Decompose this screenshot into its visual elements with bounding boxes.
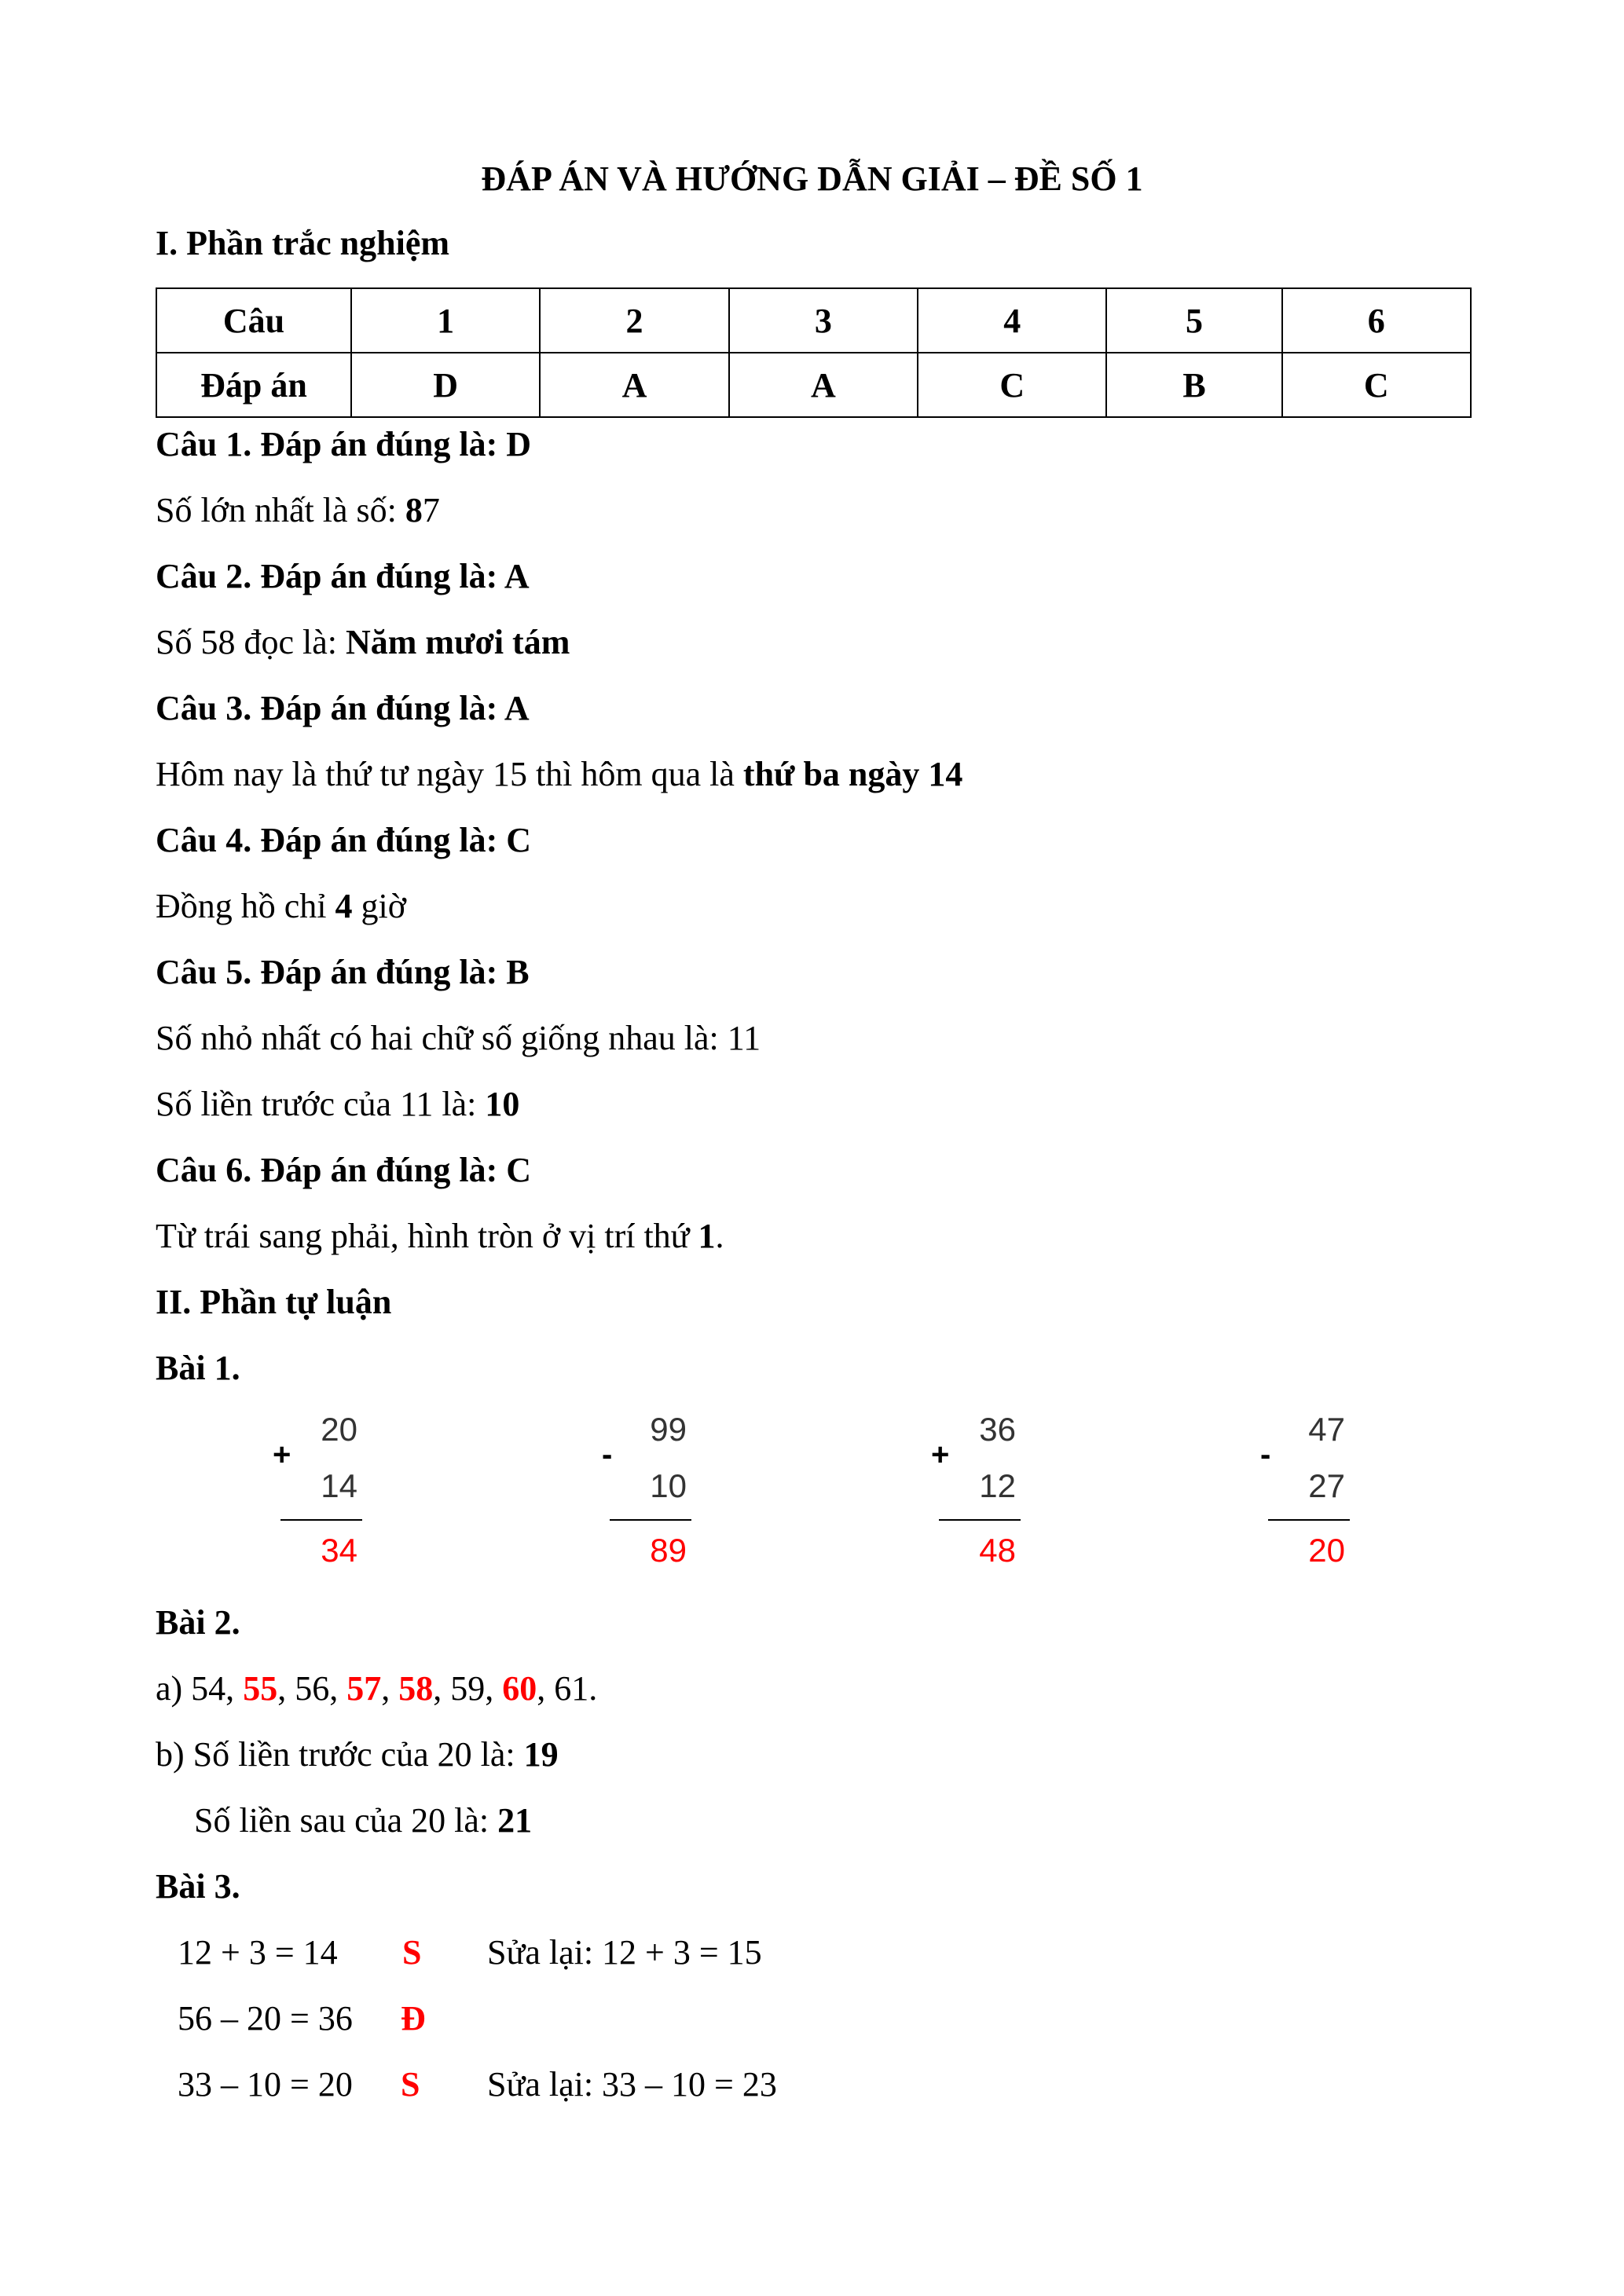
bai2-heading: Bài 2. <box>156 1603 240 1642</box>
table-cell: 3 <box>729 288 918 353</box>
text: giờ <box>352 887 407 925</box>
q2-explanation <box>156 619 570 666</box>
text: , 59, <box>433 1669 503 1708</box>
table-cell: 5 <box>1106 288 1281 353</box>
correction: Sửa lại: 12 + 3 = 15 <box>487 1933 762 1972</box>
table-cell: A <box>729 353 918 417</box>
result: 34 <box>321 1532 357 1569</box>
minus-sign: - <box>1260 1437 1271 1472</box>
bold-text: thứ ba ngày 14 <box>742 755 963 793</box>
column-subtraction <box>602 1411 695 1584</box>
q1-explanation <box>156 487 440 534</box>
operand-2: 12 <box>979 1467 1016 1504</box>
bai2-b-successor <box>194 1797 532 1844</box>
plus-sign: + <box>931 1437 950 1472</box>
column-addition <box>931 1411 1024 1584</box>
table-cell: 6 <box>1282 288 1471 353</box>
answer-table <box>156 287 1472 418</box>
bai1-heading: Bài 1. <box>156 1349 240 1387</box>
q4-explanation <box>156 883 406 930</box>
text: Số liền sau của 20 là: <box>194 1801 498 1840</box>
table-cell: A <box>540 353 728 417</box>
q6-heading: Câu 6. Đáp án đúng là: C <box>156 1151 532 1189</box>
result-line <box>1268 1519 1350 1521</box>
bold-text: Năm mươi tám <box>345 623 570 661</box>
operand-1: 20 <box>321 1411 357 1448</box>
table-cell: 1 <box>351 288 540 353</box>
minus-sign: - <box>602 1437 613 1472</box>
text: 7 <box>422 491 440 529</box>
operand-2: 10 <box>650 1467 687 1504</box>
result-line <box>610 1519 691 1521</box>
operand-2: 14 <box>321 1467 357 1504</box>
table-cell: 4 <box>918 288 1106 353</box>
text: , 56, <box>277 1669 347 1708</box>
bold-text: 19 <box>523 1735 559 1774</box>
text: Số lớn nhất là số: <box>156 491 405 529</box>
bold-text: 8 <box>405 491 423 529</box>
q3-explanation <box>156 751 962 798</box>
document-title: ĐÁP ÁN VÀ HƯỚNG DẪN GIẢI – ĐỀ SỐ 1 <box>481 159 1143 198</box>
bold-text: 10 <box>485 1085 520 1123</box>
text: Số 58 đọc là: <box>156 623 346 661</box>
q4-heading: Câu 4. Đáp án đúng là: C <box>156 821 532 859</box>
table-cell: C <box>1282 353 1471 417</box>
correction: Sửa lại: 33 – 10 = 23 <box>487 2065 777 2104</box>
table-cell: 2 <box>540 288 728 353</box>
q6-explanation <box>156 1213 724 1260</box>
text: , <box>381 1669 399 1708</box>
table-row <box>156 353 1471 417</box>
text: . <box>715 1217 724 1255</box>
result: 89 <box>650 1532 687 1569</box>
operand-1: 36 <box>979 1411 1016 1448</box>
part1-heading: I. Phần trắc nghiệm <box>156 224 449 262</box>
text: Từ trái sang phải, hình tròn ở vị trí thứ <box>156 1217 698 1255</box>
result: 48 <box>979 1532 1016 1569</box>
table-cell: Đáp án <box>156 353 351 417</box>
text: b) Số liền trước của 20 là: <box>156 1735 524 1774</box>
bai2-sequence <box>156 1665 597 1712</box>
q2-heading: Câu 2. Đáp án đúng là: A <box>156 557 530 595</box>
bai3-heading: Bài 3. <box>156 1867 240 1906</box>
operand-2: 27 <box>1308 1467 1345 1504</box>
answer-number: 55 <box>243 1669 278 1708</box>
answer-number: 58 <box>398 1669 434 1708</box>
result: 20 <box>1308 1532 1345 1569</box>
text: , 61. <box>537 1669 598 1708</box>
table-row <box>156 288 1471 353</box>
bold-text: 1 <box>698 1217 716 1255</box>
bold-text: 4 <box>335 887 353 925</box>
table-cell: D <box>351 353 540 417</box>
bold-text: 21 <box>497 1801 533 1840</box>
part2-heading: II. Phần tự luận <box>156 1283 392 1321</box>
result-line <box>280 1519 362 1521</box>
equation: 12 + 3 = 14 <box>178 1933 338 1972</box>
answer-number: 57 <box>346 1669 382 1708</box>
table-cell: Câu <box>156 288 351 353</box>
text: a) 54, <box>156 1669 244 1708</box>
q3-heading: Câu 3. Đáp án đúng là: A <box>156 689 530 727</box>
equation: 56 – 20 = 36 <box>178 1999 353 2038</box>
result-line <box>939 1519 1021 1521</box>
text: Số liền trước của 11 là: <box>156 1085 486 1123</box>
q5-heading: Câu 5. Đáp án đúng là: B <box>156 953 530 991</box>
mark-wrong: S <box>401 2065 420 2104</box>
column-subtraction <box>1260 1411 1353 1584</box>
q1-heading: Câu 1. Đáp án đúng là: D <box>156 425 532 463</box>
mark-correct: Đ <box>401 1999 426 2038</box>
operand-1: 99 <box>650 1411 687 1448</box>
column-addition <box>273 1411 365 1584</box>
table-cell: C <box>918 353 1106 417</box>
plus-sign: + <box>273 1437 291 1472</box>
bai2-b-predecessor <box>156 1731 559 1778</box>
equation: 33 – 10 = 20 <box>178 2065 353 2104</box>
answer-number: 60 <box>502 1669 537 1708</box>
text: Đồng hồ chỉ <box>156 887 335 925</box>
text: Hôm nay là thứ tư ngày 15 thì hôm qua là <box>156 755 743 793</box>
q5-explanation-1: Số nhỏ nhất có hai chữ số giống nhau là: 11 <box>156 1019 761 1057</box>
mark-wrong: S <box>402 1933 422 1972</box>
operand-1: 47 <box>1308 1411 1345 1448</box>
q5-explanation-2 <box>156 1081 519 1128</box>
table-cell: B <box>1106 353 1281 417</box>
